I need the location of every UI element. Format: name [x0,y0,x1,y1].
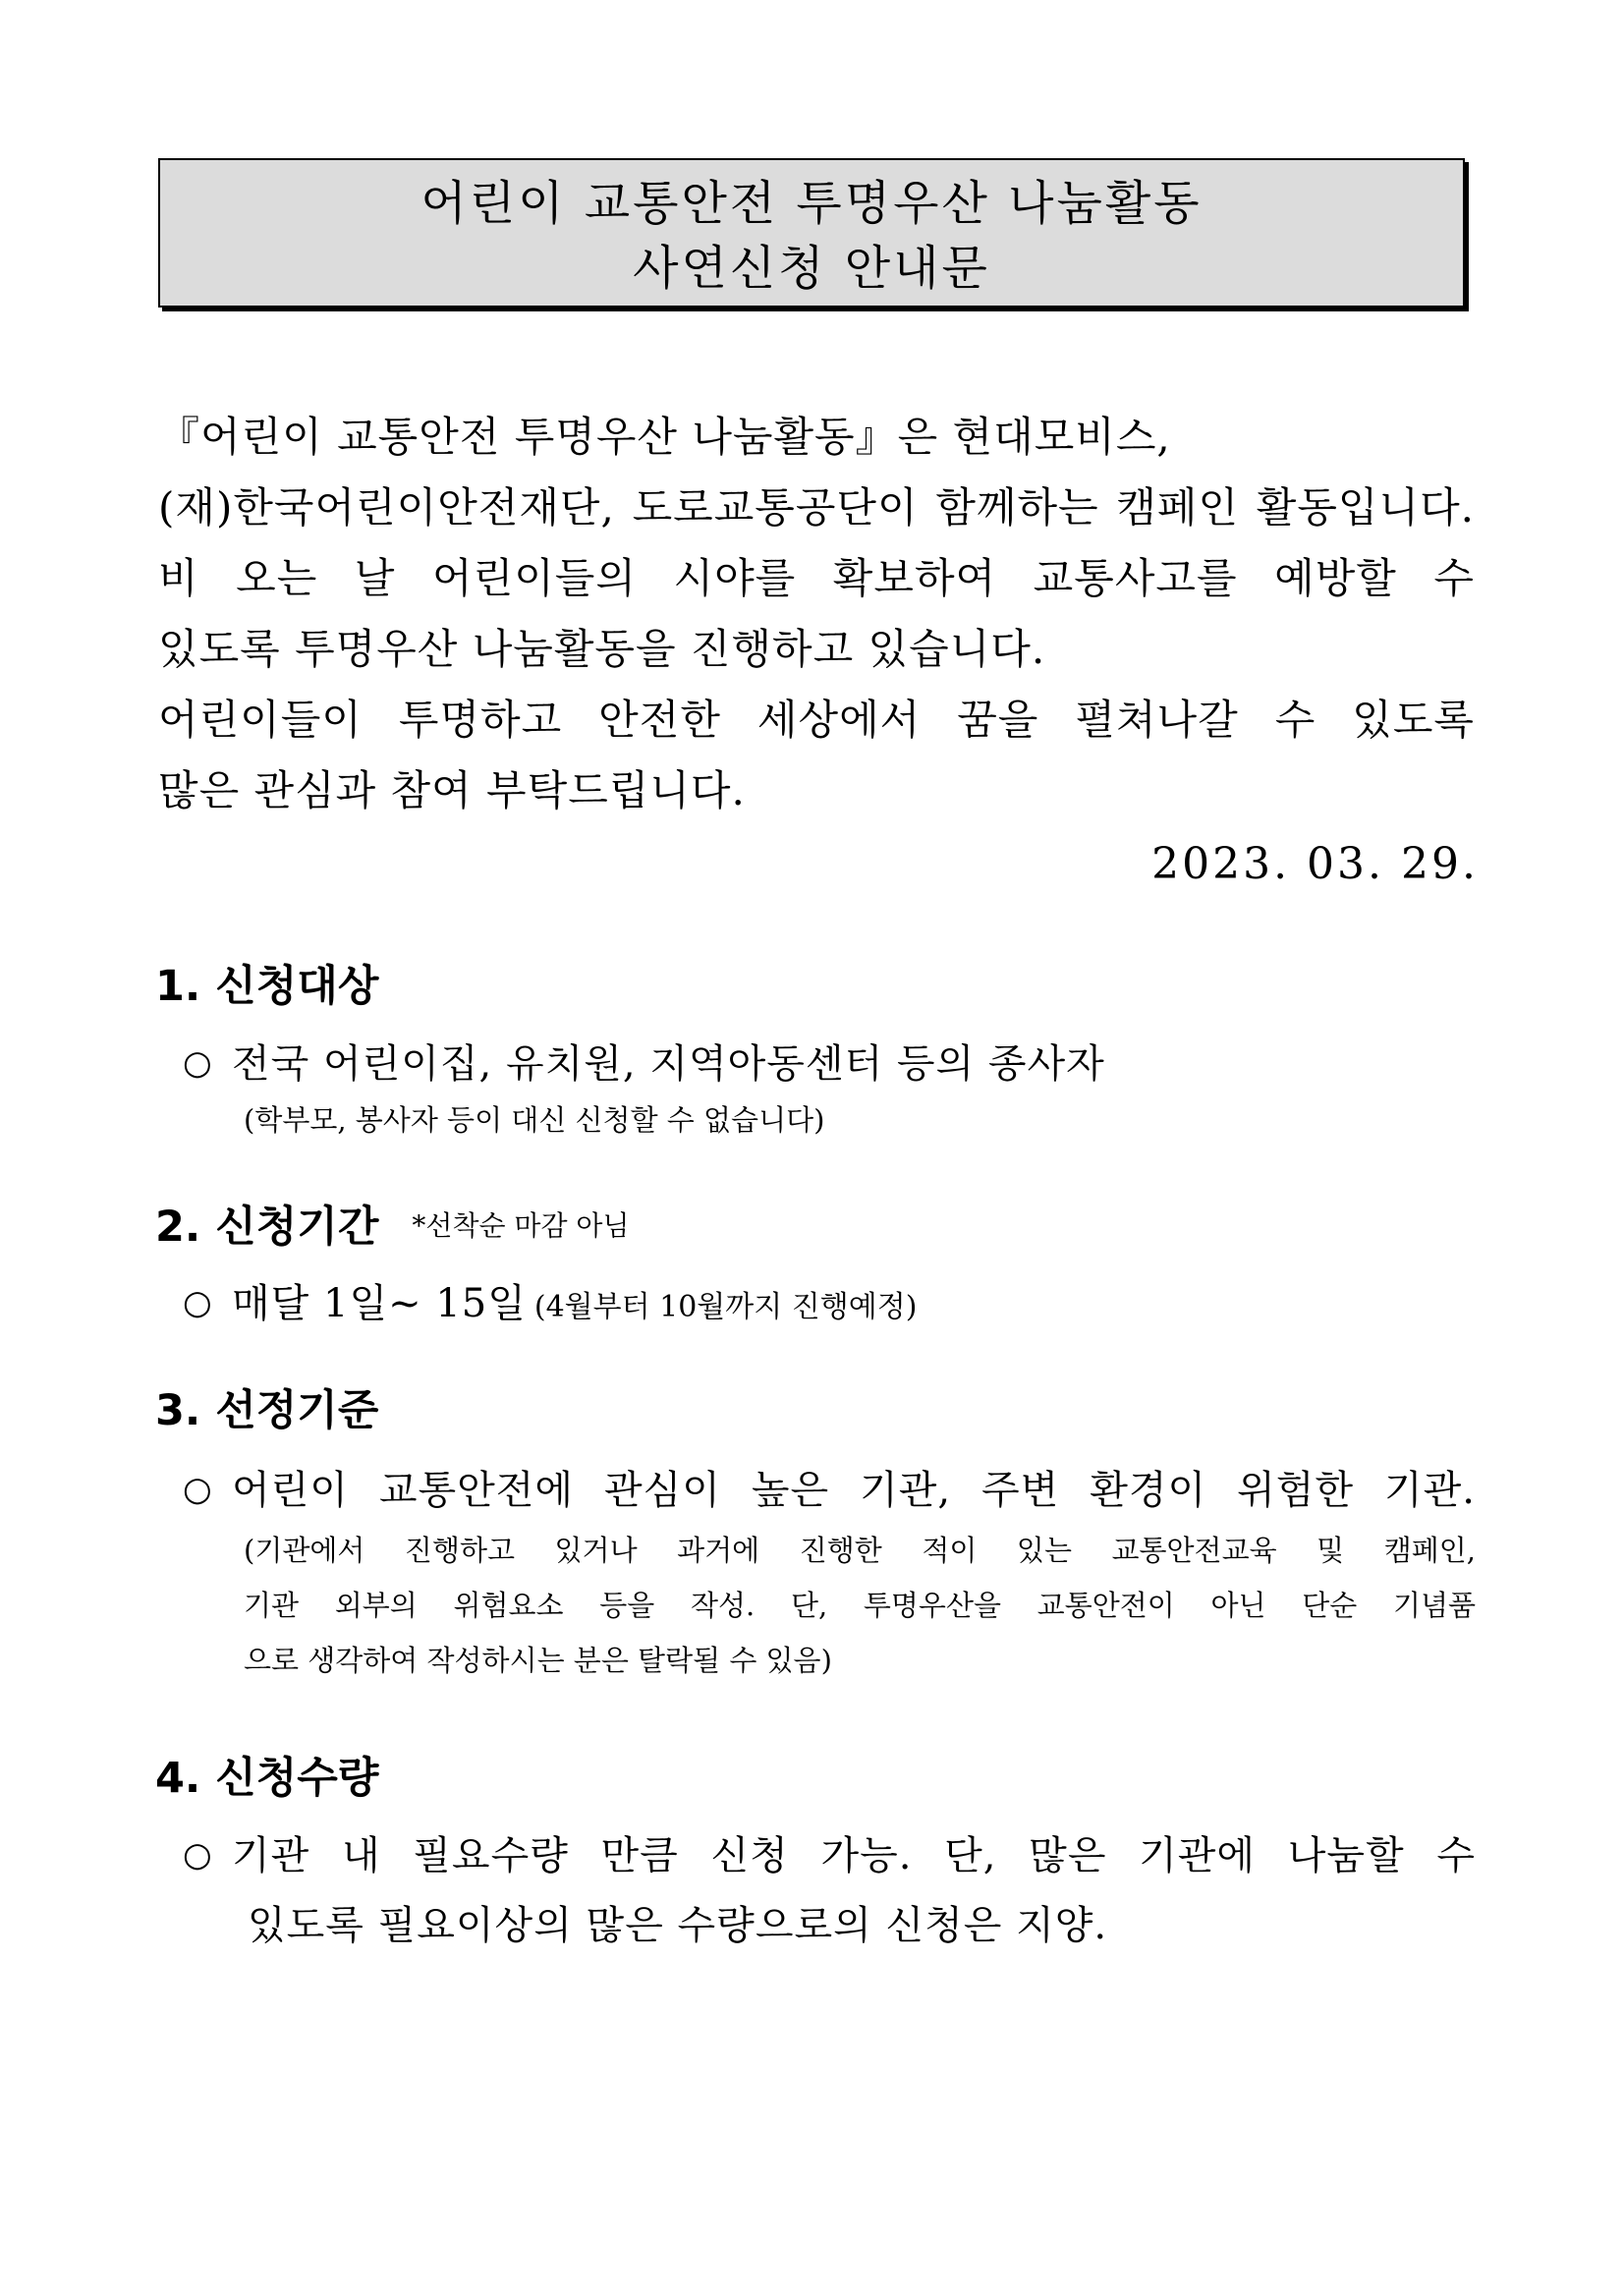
bullet-note: (기관에서 진행하고 있거나 과거에 진행한 적이 있는 교통안전교육 및 캠페인, [244,1534,1476,1567]
bullet-circle-icon: ○ [183,1835,213,1875]
document-date: 2023. 03. 29. [1151,839,1479,889]
heading-note: *선착순 마감 아님 [412,1209,630,1242]
bullet-continuation: 있도록 필요이상의 많은 수량으로의 신청은 지양. [248,1903,1108,1948]
intro-line: 어린이들이 투명하고 안전한 세상에서 꿈을 펼쳐나갈 수 있도록 [158,696,1475,744]
intro-line: 있도록 투명우산 나눔활동을 진행하고 있습니다. [158,625,1046,673]
bullet-item [183,1462,1476,1518]
intro-line: 많은 관심과 참여 부탁드립니다. [158,766,746,814]
intro-line: (재)한국어린이안전재단, 도로교통공단이 함께하는 캠페인 활동입니다. [158,483,1475,532]
bullet-note: 으로 생각하여 작성하시는 분은 탈락될 수 있음) [244,1644,832,1677]
bullet-circle-icon: ○ [183,1283,213,1322]
bullet-text: 기관 내 필요수량 만큼 신청 가능. 단, 많은 기관에 나눔할 수 [232,1833,1476,1878]
section-heading-period [155,1199,630,1255]
section-heading-criteria: 3. 선정기준 [155,1386,379,1435]
section-heading-text: 2. 신청기간 [155,1203,379,1252]
bullet-text: 매달 1일~ 15일 [232,1281,527,1326]
bullet-inline-note: (4월부터 10월까지 진행예정) [533,1290,918,1324]
bullet-note: (학부모, 봉사자 등이 대신 신청할 수 없습니다) [244,1103,825,1137]
section-heading-target: 1. 신청대상 [155,962,379,1011]
bullet-item [183,1275,917,1335]
document-subtitle: 사연신청 안내문 [633,241,990,296]
title-box [158,158,1465,308]
document-title: 어린이 교통안전 투명우산 나눔활동 [420,176,1203,231]
bullet-text: 전국 어린이집, 유치원, 지역아동센터 등의 종사자 [232,1041,1105,1087]
section-heading-quantity: 4. 신청수량 [155,1754,379,1803]
bullet-circle-icon: ○ [183,1043,213,1083]
intro-line: 비 오는 날 어린이들의 시야를 확보하여 교통사고를 예방할 수 [158,554,1475,602]
bullet-item [183,1827,1476,1883]
intro-line: 『어린이 교통안전 투명우산 나눔활동』은 현대모비스, [158,413,1171,461]
bullet-item [183,1036,1105,1092]
bullet-text: 어린이 교통안전에 관심이 높은 기관, 주변 환경이 위험한 기관. [232,1468,1476,1513]
bullet-note: 기관 외부의 위험요소 등을 작성. 단, 투명우산을 교통안전이 아닌 단순 기념품 [244,1589,1476,1622]
bullet-circle-icon: ○ [183,1470,213,1509]
